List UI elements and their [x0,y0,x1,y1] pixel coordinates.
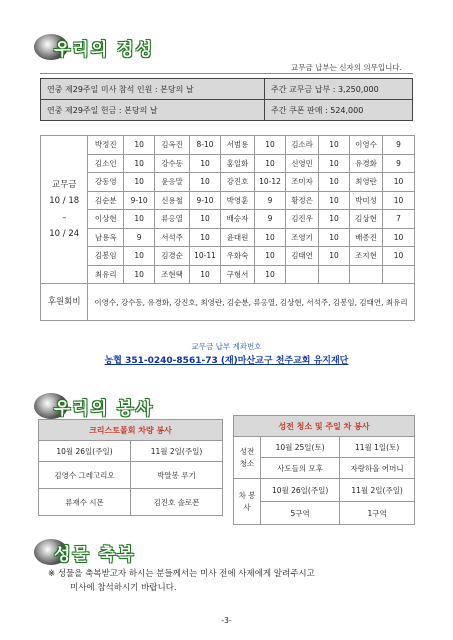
dues-month-cell: 10 [319,136,350,155]
dues-month-cell: 10 [254,136,285,155]
service-section-title [34,393,154,419]
member-name-cell: 최영란 [350,173,383,192]
dues-month-cell: 10 [319,191,350,210]
blessing-note-line-2: 미사에 참석하시기 바랍니다. [70,583,177,593]
cleaning-date-1: 10월 25일(토) [261,437,340,458]
tea-date-1: 10월 26일(주일) [261,479,340,502]
dues-month-cell: 10 [382,228,414,247]
dues-month-cell: 9 [382,136,414,155]
car-row-1-col-2: 박말봉 루기 [131,462,223,489]
table-row [41,191,415,210]
tea-label: 차 봉사 [234,479,261,525]
table-row [41,154,415,173]
dues-table [40,135,415,321]
dues-month-cell: 10 [254,247,285,266]
dues-month-cell: 10 [319,247,350,266]
dues-month-cell: 10-12 [254,173,285,192]
car-service-table [38,419,223,516]
dues-month-cell: 10 [319,210,350,229]
table-row [41,247,415,266]
member-name-cell: 김태연 [286,247,319,266]
member-name-cell: 조미자 [286,173,319,192]
car-date-2: 11월 2일(주일) [131,441,223,462]
dues-month-cell: 10 [189,210,220,229]
dues-month-cell: 9 [382,154,414,173]
dues-month-cell: 10 [124,247,155,266]
member-name-cell [350,265,383,284]
dues-month-cell: 10 [124,265,155,284]
member-name-cell: 강동영 [88,173,124,192]
account-title: 교무금 납부 계좌번호 [191,342,262,351]
summary-table [40,78,413,121]
worship-note: 교무금 납부는 신자의 의무입니다. [291,63,402,72]
member-name-cell: 조영기 [286,228,319,247]
car-row-2-col-2: 김진호 솔로몬 [131,489,223,516]
dues-month-cell [319,265,350,284]
member-name-cell: 남용옥 [88,228,124,247]
blessing-title-text: 성물 축복 [54,544,136,565]
worship-title-text: 우리의 정성 [54,39,155,60]
tea-group-2: 1구역 [340,502,415,525]
blessing-note-line-1: ※ 성물을 축복받고자 하시는 분들께서는 미사 전에 사제에게 알려주시고 [48,569,315,579]
coupons-cell: 주간 쿠폰 판매 : 524,000 [265,100,413,121]
supporters-label: 후원회비 [41,284,88,321]
dues-period-label-line: 10 / 18 [49,196,80,207]
dues-period-label [41,136,88,284]
member-name-cell: 조현택 [155,265,190,284]
service-title-text: 우리의 봉사 [54,398,155,419]
cleaning-group-1: 사도들의 모후 [261,458,340,479]
car-service-header: 크리스토폴회 차량 봉사 [39,420,223,441]
member-name-cell: 구형서 [221,265,255,284]
dues-month-cell: 9 [254,210,285,229]
dues-month-cell: 10 [254,154,285,173]
worship-section-title [34,34,154,60]
dues-month-cell: 9-10 [189,191,220,210]
dues-month-cell: 10 [382,173,414,192]
dues-month-cell: 8-10 [189,136,220,155]
member-name-cell: 박영훈 [221,191,255,210]
tea-group-1: 5구역 [261,502,340,525]
cleaning-group-2: 자랑하올 어머니 [340,458,415,479]
tea-date-2: 11월 2일(주일) [340,479,415,502]
member-name-cell: 신용철 [155,191,190,210]
dues-month-cell: 10 [319,154,350,173]
dues-period-label-line: – [62,212,67,223]
dues-month-cell: 10 [124,173,155,192]
member-name-cell: 서석주 [155,228,190,247]
dues-month-cell: 10 [189,265,220,284]
member-name-cell: 강수동 [155,154,190,173]
page-number: -3- [221,616,232,625]
account-number: 농협 351-0240-8561-73 (재)마산교구 천주교회 유지재단 [104,356,349,366]
member-name-cell: 배승자 [221,210,255,229]
member-name-cell: 김진우 [286,210,319,229]
dues-month-cell: 10 [254,265,285,284]
member-name-cell: 박미성 [350,191,383,210]
member-name-cell: 김봉임 [88,247,124,266]
dues-period-label-line: 10 / 24 [49,228,80,239]
member-name-cell: 박정진 [88,136,124,155]
dues-period-label-line: 교무금 [51,180,77,191]
dues-month-cell: 10 [254,228,285,247]
member-name-cell: 우화숙 [221,247,255,266]
member-name-cell: 김상현 [350,210,383,229]
dues-month-cell: 10 [124,154,155,173]
dues-month-cell: 10 [382,191,414,210]
offering-cell: 연중 제29주일 헌금 : 본당의 날 [41,100,265,121]
dues-month-cell: 10 [124,136,155,155]
dues-month-cell: 10-11 [189,247,220,266]
member-name-cell: 윤응말 [155,173,190,192]
supporters-list: 이영수, 강수동, 유경화, 강진호, 최영란, 김순분, 류옹열, 김상현, 서석주, 김봉임, 김태연, 최유리 [88,284,415,321]
member-name-cell: 배종진 [350,228,383,247]
car-row-2-col-1: 류재수 시몬 [39,489,131,516]
member-name-cell: 강진호 [221,173,255,192]
divider [40,73,413,74]
cleaning-date-2: 11월 1일(토) [340,437,415,458]
table-row [41,265,415,284]
member-name-cell: 서범용 [221,136,255,155]
table-row [41,136,415,155]
member-name-cell: 조지현 [350,247,383,266]
member-name-cell: 김옥진 [155,136,190,155]
dues-month-cell [382,265,414,284]
member-name-cell: 최유리 [88,265,124,284]
member-name-cell: 윤대원 [221,228,255,247]
member-name-cell: 김순분 [88,191,124,210]
member-name-cell: 김소라 [286,136,319,155]
dues-month-cell: 10 [189,173,220,192]
dues-month-cell: 9 [124,228,155,247]
member-name-cell: 유경화 [350,154,383,173]
member-name-cell: 신영민 [286,154,319,173]
table-row [41,228,415,247]
car-row-1-col-1: 김영수 그레고리오 [39,462,131,489]
cleaning-label: 성전 청소 [234,437,261,479]
blessing-section-title [34,539,136,565]
dues-month-cell: 10 [319,228,350,247]
member-name-cell: 이상현 [88,210,124,229]
attendance-cell: 연중 제29주일 미사 참석 인원 : 본당의 날 [41,79,265,100]
cleaning-service-header: 성전 청소 및 주일 차 봉사 [234,416,415,437]
table-row [41,173,415,192]
member-name-cell: 김경순 [155,247,190,266]
dues-month-cell: 10 [124,210,155,229]
cleaning-service-table [233,415,415,525]
dues-month-cell: 10 [189,228,220,247]
car-date-1: 10월 26일(주일) [39,441,131,462]
member-name-cell: 이영수 [350,136,383,155]
dues-month-cell: 9 [254,191,285,210]
table-row [41,210,415,229]
member-name-cell: 황정은 [286,191,319,210]
weekly-dues-cell: 주간 교무금 납부 : 3,250,000 [265,79,413,100]
dues-month-cell: 10 [319,173,350,192]
member-name-cell: 홍일화 [221,154,255,173]
dues-month-cell: 9-10 [124,191,155,210]
member-name-cell [286,265,319,284]
dues-month-cell: 10 [382,247,414,266]
dues-month-cell: 10 [189,154,220,173]
supporters-row [41,284,415,321]
member-name-cell: 김소인 [88,154,124,173]
member-name-cell: 류옹열 [155,210,190,229]
dues-month-cell: 7 [382,210,414,229]
